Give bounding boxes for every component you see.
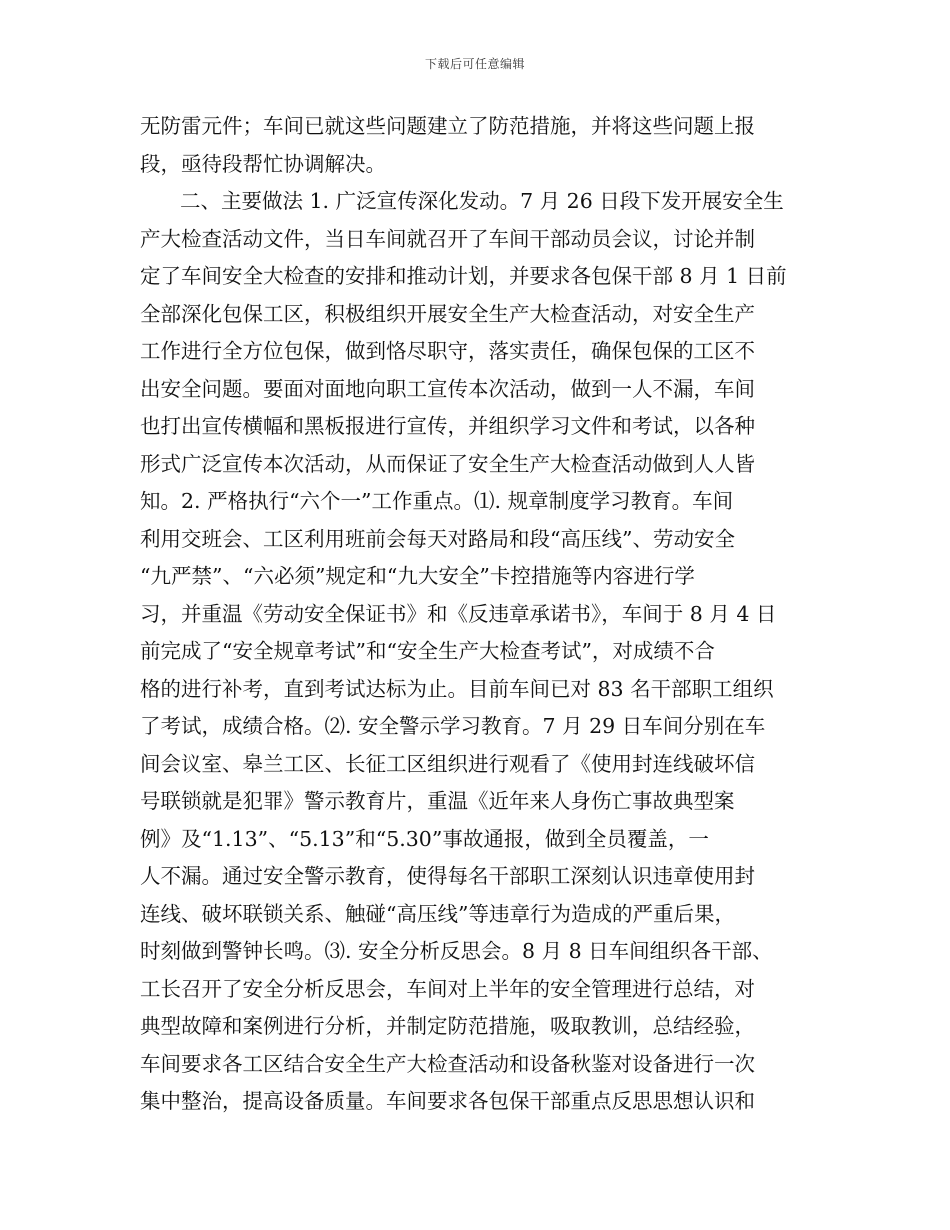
text-line: 典型故障和案例进行分析，并制定防范措施，吸取教训，总结经验， xyxy=(140,1014,755,1038)
text-line: 习，并重温《劳动安全保证书》和《反违章承诺书》，车间于 8 月 4 日 xyxy=(140,601,777,626)
text-line: 知。2. 严格执行“六个一”工作重点。⑴. 规章制度学习教育。车间 xyxy=(140,489,734,513)
text-line: 无防雷元件；车间已就这些问题建立了防范措施，并将这些问题上报 xyxy=(140,114,755,138)
text-line: 也打出宣传横幅和黑板报进行宣传，并组织学习文件和考试，以各种 xyxy=(140,414,755,438)
text-line: 了考试，成绩合格。⑵. 安全警示学习教育。7 月 29 日车间分别在车 xyxy=(140,714,766,738)
text-line: 工长召开了安全分析反思会，车间对上半年的安全管理进行总结，对 xyxy=(140,976,755,1001)
text-line: 间会议室、皋兰工区、长征工区组织进行观看了《使用封连线破坏信 xyxy=(140,751,755,776)
text-line: 工作进行全方位包保，做到恪尽职守，落实责任，确保包保的工区不 xyxy=(140,339,755,363)
text-line: 号联锁就是犯罪》警示教育片，重温《近年来人身伤亡事故典型案 xyxy=(140,789,735,813)
text-line: 人不漏。通过安全警示教育，使得每名干部职工深刻认识违章使用封 xyxy=(140,864,755,888)
text-line: “九严禁”、“六必须”规定和“九大安全”卡控措施等内容进行学 xyxy=(140,564,695,588)
text-line: 产大检查活动文件，当日车间就召开了车间干部动员会议，讨论并制 xyxy=(140,226,755,251)
text-line: 利用交班会、工区利用班前会每天对路局和段“高压线”、劳动安全 xyxy=(140,526,735,551)
text-line: 集中整治，提高设备质量。车间要求各包保干部重点反思思想认识和 xyxy=(140,1089,755,1113)
text-line: 连线、破坏联锁关系、触碰“高压线”等违章行为造成的严重后果， xyxy=(140,901,735,926)
text-line: 出安全问题。要面对面地向职工宣传本次活动，做到一人不漏，车间 xyxy=(140,376,755,401)
paragraph-start-line: 二、主要做法 1. 广泛宣传深化发动。7 月 26 日段下发开展安全生 xyxy=(180,189,784,213)
text-line: 形式广泛宣传本次活动，从而保证了安全生产大检查活动做到人人皆 xyxy=(140,451,755,476)
text-line: 例》及“1.13”、“5.13”和“5.30”事故通报，做到全员覆盖，一 xyxy=(140,826,709,851)
text-line: 格的进行补考，直到考试达标为止。目前车间已对 83 名干部职工组织 xyxy=(140,676,774,701)
page-header: 下载后可任意编辑 xyxy=(424,57,525,71)
text-line: 时刻做到警钟长鸣。⑶. 安全分析反思会。8 月 8 日车间组织各干部、 xyxy=(140,939,773,963)
text-line: 车间要求各工区结合安全生产大检查活动和设备秋鉴对设备进行一次 xyxy=(140,1051,755,1076)
text-line: 全部深化包保工区，积极组织开展安全生产大检查活动，对安全生产 xyxy=(140,301,755,326)
text-line: 定了车间安全大检查的安排和推动计划，并要求各包保干部 8 月 1 日前 xyxy=(140,264,787,288)
text-line: 段，亟待段帮忙协调解决。 xyxy=(140,151,386,176)
text-line: 前完成了“安全规章考试”和“安全生产大检查考试”，对成绩不合 xyxy=(140,639,715,663)
